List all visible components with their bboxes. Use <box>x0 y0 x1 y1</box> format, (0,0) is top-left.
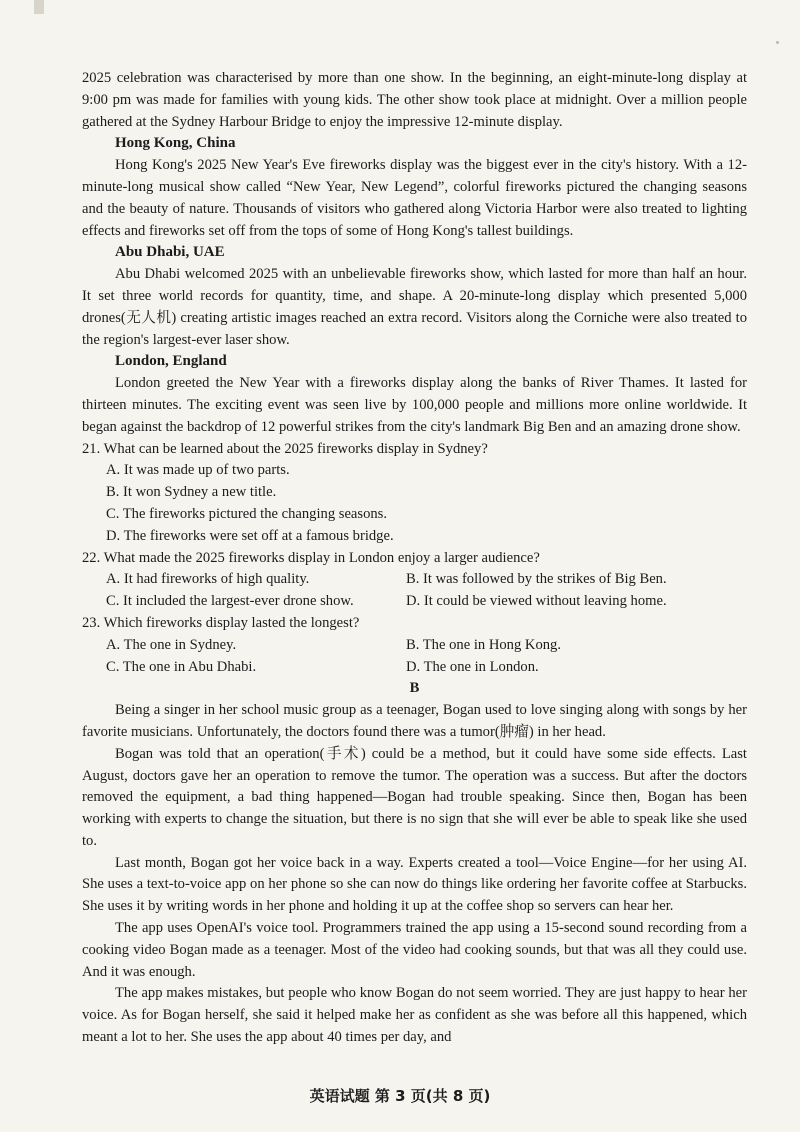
option-b: B. The one in Hong Kong. <box>406 636 561 653</box>
passage-b-paragraph-3: Last month, Bogan got her voice back in a way. Experts created a tool—Voice Engine—for her using AI. She uses a text-to-voice app on her phone so she can now do things like ordering her favorite coffee at Starbucks. She uses it by writing words in her phone and holding it up at the coffee shop so servers can hear her. <box>82 854 747 915</box>
option-a: A. The one in Sydney. <box>106 636 237 653</box>
option-d: D. The fireworks were set off at a famous bridge. <box>106 527 394 544</box>
passage-b-paragraph-1: Being a singer in her school music group as a teenager, Bogan used to love singing along with songs by her favorite musicians. Unfortunately, the doctors found there was a tumor(肿瘤) in her head. <box>82 702 747 740</box>
question-21 <box>82 439 747 548</box>
scan-artifact <box>34 0 44 14</box>
hong-kong-paragraph: Hong Kong's 2025 New Year's Eve fireworks display was the biggest ever in the city's history. With a 12-minute-long musical show called “New Year, New Legend”, colorful fireworks pictured the changing seasons and the beauty of nature. Thousands of visitors who gathered along Victoria Harbor were also treated to lighting effects and fireworks set off from the tops of some of Hong Kong's tallest buildings. <box>82 157 747 239</box>
abu-dhabi-heading: Abu Dhabi, UAE <box>115 244 225 261</box>
scan-dot <box>776 41 779 44</box>
options-row <box>82 635 747 657</box>
option-c: C. The fireworks pictured the changing seasons. <box>106 505 387 522</box>
option-b: B. It won Sydney a new title. <box>106 484 277 501</box>
abu-dhabi-paragraph: Abu Dhabi welcomed 2025 with an unbelievable fireworks show, which lasted for more than half an hour. It set three world records for quantity, time, and shape. A 20-minute-long display which presented 5,000 drones(无人机) creating artistic images reached an extra record. Visitors along the Corniche were also treated to the region's largest-ever laser show. <box>82 266 747 348</box>
options-row <box>82 591 747 613</box>
question-stem: 23. Which fireworks display lasted the longest? <box>82 614 360 631</box>
option-b: B. It was followed by the strikes of Big Ben. <box>406 571 667 588</box>
options-row <box>82 657 747 679</box>
question-stem: 21. What can be learned about the 2025 fireworks display in Sydney? <box>82 440 488 457</box>
passage-b-paragraph-5: The app makes mistakes, but people who know Bogan do not seem worried. They are just happy to hear her voice. As for Bogan herself, she said it helped make her as confident as she was before all this happened, which meant a lot to her. She uses the app about 40 times per day, and <box>82 985 747 1046</box>
passage-b-paragraph-4: The app uses OpenAI's voice tool. Programmers trained the app using a 15-second sound recording from a cooking video Bogan made as a teenager. Most of the video had cooking sounds, but that was all they could use. And it was enough. <box>82 920 747 980</box>
option-d: D. The one in London. <box>406 658 539 675</box>
option-c: C. It included the largest-ever drone show. <box>106 593 354 610</box>
question-stem: 22. What made the 2025 fireworks display in London enjoy a larger audience? <box>82 549 540 566</box>
question-22 <box>82 548 747 613</box>
london-heading: London, England <box>115 353 227 370</box>
london-paragraph: London greeted the New Year with a fireworks display along the banks of River Thames. It lasted for thirteen minutes. The exciting event was seen live by 100,000 people and millions more online worldwide. It began against the backdrop of 12 powerful strikes from the city's landmark Big Ben and an amazing drone show. <box>82 375 747 435</box>
section-letter-b: B <box>409 680 420 697</box>
option-a: A. It was made up of two parts. <box>106 462 290 479</box>
option-c: C. The one in Abu Dhabi. <box>106 658 257 675</box>
passage-b-paragraph-2: Bogan was told that an operation(手术) could be a method, but it could have some side effects. Last August, doctors gave her an operation to remove the tumor. The operation was a success. But after the doctors removed the equipment, a bad thing happened—Bogan had trouble speaking. Since then, Bogan has been working with experts to change the situation, but there is no sign that she will ever be able to speak like she used to. <box>82 745 747 849</box>
option-a: A. It had fireworks of high quality. <box>106 571 310 588</box>
option-d: D. It could be viewed without leaving home. <box>406 593 667 610</box>
hong-kong-heading: Hong Kong, China <box>115 135 236 152</box>
options-row <box>82 569 747 591</box>
exam-page <box>82 68 747 1049</box>
page-footer: 英语试题 第 3 页(共 8 页) <box>309 1087 491 1105</box>
question-23 <box>82 613 747 678</box>
sydney-paragraph-tail: 2025 celebration was characterised by more than one show. In the beginning, an eight-minute-long display at 9:00 pm was made for families with young kids. The other show took place at midnight. Over a million people gathered at the Sydney Harbour Bridge to enjoy the impressive 12-minute display. <box>82 70 747 130</box>
